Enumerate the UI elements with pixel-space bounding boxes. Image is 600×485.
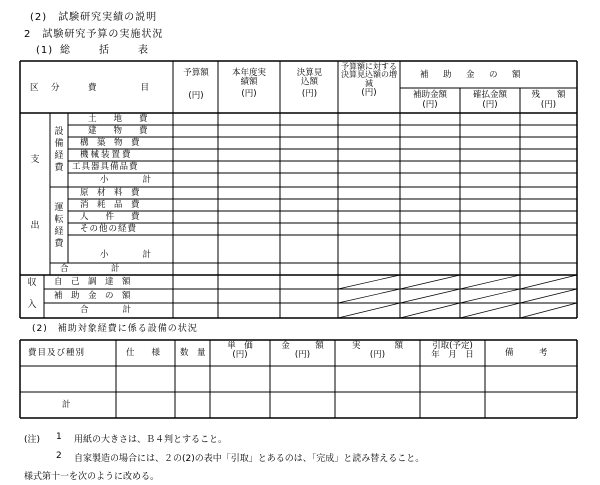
- heading-soukatsu-num: (1): [36, 45, 54, 56]
- group-setsubi: [54, 128, 64, 173]
- col-yosan: 予算額 (円): [183, 68, 209, 101]
- row-kouchikubutsu: 構 築 物 費: [80, 138, 140, 148]
- row-hojokin: 補 助 金 の 額: [54, 291, 131, 301]
- footer-kaisei: 様式第十一を次のように改める。: [24, 472, 160, 482]
- col-hojo-kettei: 補助金額 (円): [412, 90, 447, 110]
- setsubi-char: 備: [54, 139, 64, 149]
- col2-tanka: 単 価 (円): [227, 341, 253, 360]
- unten-char: 経: [54, 227, 64, 237]
- setsubi-char: 費: [54, 163, 64, 173]
- col-hojo-kakutei: 確払金額 (円): [472, 90, 507, 110]
- note-1-num: 1: [56, 432, 62, 442]
- col-kessan: 決算見込額 (円): [296, 68, 323, 99]
- col-himoku: 費 目: [88, 83, 152, 93]
- col-zangaku: 残 額 (円): [531, 90, 566, 110]
- col2-himoku: 費目及び種別: [28, 348, 86, 358]
- group-unten: [54, 204, 64, 249]
- setsubi-char: 設: [54, 127, 64, 137]
- col-kubun: 区 分: [30, 83, 62, 93]
- setsubi-char: 経: [54, 151, 64, 161]
- note-2-num: 2: [56, 451, 62, 461]
- col2-hikitori: 引取(予定) 年 月 日: [431, 341, 474, 360]
- col-zougen: 予算額に対する決算見込額の増減 (円): [341, 62, 397, 99]
- unten-char: 転: [54, 215, 64, 225]
- col-hojokin-group: 補 助 金 の 額: [420, 70, 524, 80]
- row-tatemono: 建 物 費: [88, 126, 148, 136]
- heading-jisseki: (2) 試験研究実績の説明: [30, 12, 158, 23]
- row-jiko-choutatsu: 自 己 調 達 額: [54, 277, 131, 287]
- heading-soukatsu: 総 括 表: [60, 45, 151, 56]
- col2-kingaku: 金 額 (円): [281, 341, 324, 360]
- row-unten-shoukei: 小 計: [100, 250, 152, 260]
- col-honnendo: 本年度実績額 (円): [231, 68, 266, 99]
- row-sonota: その他の経費: [80, 224, 138, 234]
- row-kikai: 機械装置費: [80, 150, 133, 160]
- row-setsubi-shoukei: 小 計: [100, 175, 152, 185]
- heading-setsubi-joukyou: (2) 補助対象経費に係る設備の状況: [32, 324, 198, 334]
- row-genzairyou: 原 材 料 費: [80, 188, 140, 198]
- col2-shiyou: 仕 様: [126, 348, 161, 358]
- col2-bikou: 備 考: [505, 348, 548, 358]
- kubun-shunyu-2: 入: [27, 300, 37, 310]
- note-1-text: 用紙の大きさは、Ｂ４判とすること。: [74, 435, 228, 445]
- kubun-shunyu-1: 収: [27, 278, 37, 288]
- note-2-text: 自家製造の場合には、２の(2)の表中「引取」とあるのは、「完成」と読み替えること。: [74, 454, 425, 464]
- row-shunyu-gokei: 合 計: [80, 305, 132, 315]
- kubun-shishutsu-1: 支: [30, 155, 40, 165]
- unten-char: 運: [54, 203, 64, 213]
- row2-kei: 計: [62, 400, 73, 410]
- note-label: (注): [24, 435, 41, 445]
- kubun-shishutsu-2: 出: [30, 221, 40, 231]
- row-kougu: 工具器具備品費: [72, 162, 139, 172]
- row-shoumouhin: 消 耗 品 費: [80, 200, 140, 210]
- row-tochi: 土 地 費: [88, 114, 148, 124]
- col2-suryo: 数 量: [180, 348, 206, 358]
- col2-jikkou: 実 額 (円): [351, 341, 403, 360]
- unten-char: 費: [54, 239, 64, 249]
- row-jinkenhi: 人 件 費: [80, 212, 140, 222]
- row-gokei: 合 計: [60, 264, 120, 274]
- heading-yosan-jisshi: 2 試験研究予算の実施状況: [24, 29, 164, 40]
